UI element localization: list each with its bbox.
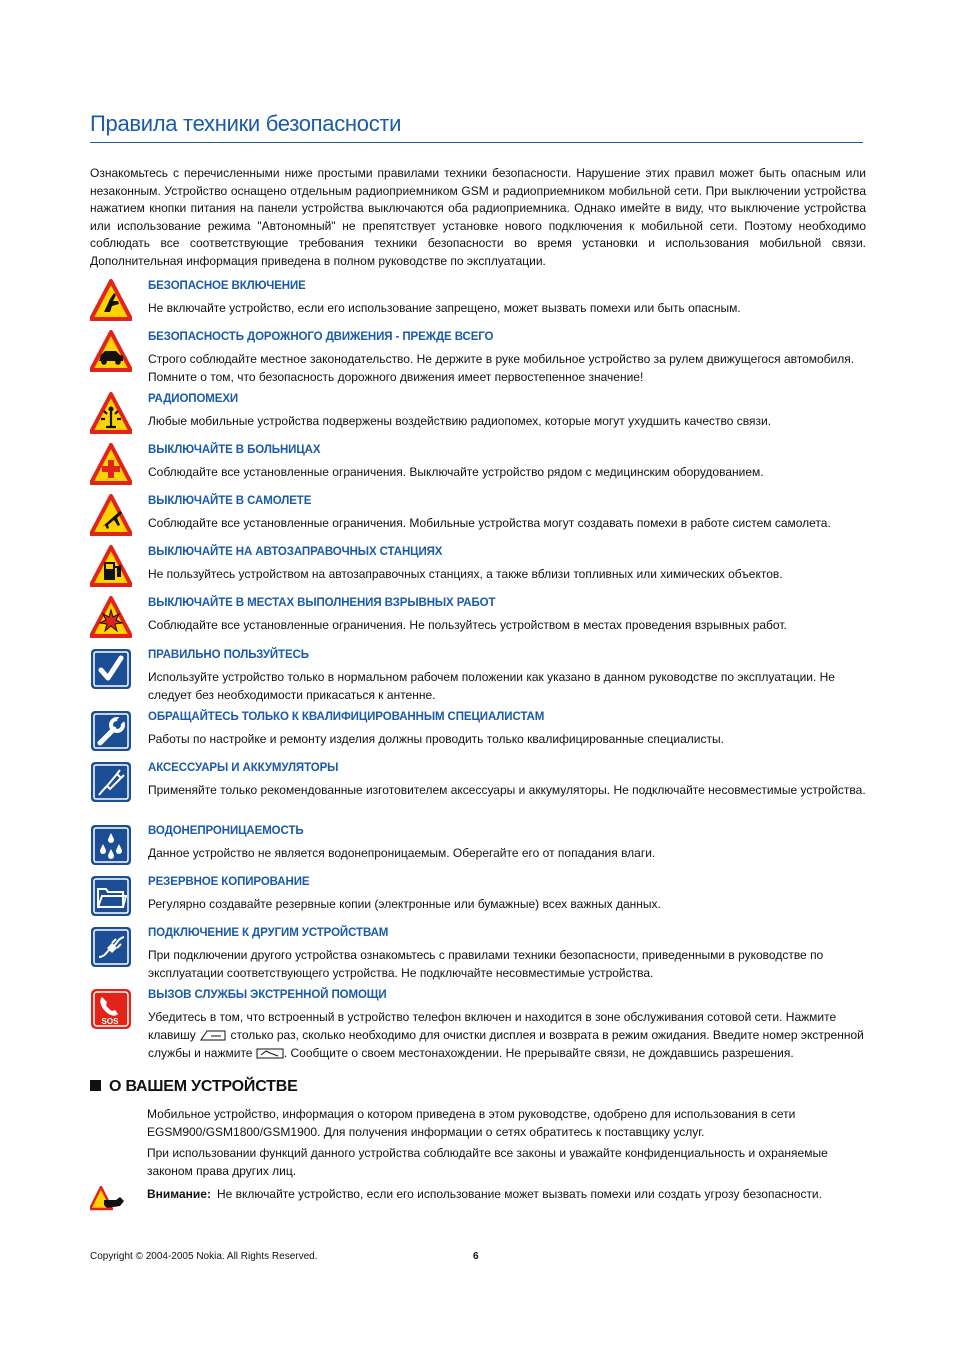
car-warning-icon [90,330,132,372]
rule-heading: ВЫКЛЮЧАЙТЕ В САМОЛЕТЕ [148,495,312,507]
section-paragraph: Мобильное устройство, информация о котором приведена в этом руководстве, одобрено для использования в сети EGSM900/GSM1800/GSM1900. Для получения информации о сетях обратитесь к поставщику услуг. [147,1107,796,1139]
section-title: О ВАШЕМ УСТРОЙСТВЕ [109,1078,298,1095]
rule-text: Не пользуйтесь устройством на автозаправочных станциях, а также вблизи топливных или химических объектов. [148,567,783,581]
plug-icon [90,761,132,803]
checkmark-icon [90,648,132,690]
rule-text [148,1008,866,1062]
rule-text: Соблюдайте все установленные ограничения. Мобильные устройства могут создавать помехи в работе систем самолета. [148,516,831,530]
rule-heading: ВЫЗОВ СЛУЖБЫ ЭКСТРЕННОЙ ПОМОЩИ [148,989,387,1001]
rule-text: Работы по настройке и ремонту изделия должны проводить только квалифицированные специалисты. [148,732,724,746]
rule-heading: ОБРАЩАЙТЕСЬ ТОЛЬКО К КВАЛИФИЦИРОВАННЫМ СПЕЦИАЛИСТАМ [148,711,545,723]
rule-text: Соблюдайте все установленные ограничения. Не пользуйтесь устройством в местах проведения взрывных работ. [148,618,787,632]
rule-text: Применяйте только рекомендованные изготовителем аксессуары и аккумуляторы. Не подключайте несовместимые устройства. [148,783,866,797]
rule-heading: РЕЗЕРВНОЕ КОПИРОВАНИЕ [148,876,310,888]
rule-text: Данное устройство не является водонепроницаемым. Оберегайте его от попадания влаги. [148,846,656,860]
warning-text: Не включайте устройство, если его использование может вызвать помехи или создать угрозу безопасности. [216,1187,822,1201]
rule-heading: БЕЗОПАСНОЕ ВКЛЮЧЕНИЕ [148,280,306,292]
rule-heading: ПРАВИЛЬНО ПОЛЬЗУЙТЕСЬ [148,649,309,661]
rule-text-part: столько раз, сколько необходимо для очистки дисплея и возврата в режим ожидания. Введите номер экстренной службы и нажмите [148,1028,864,1060]
clear-key-icon [199,1029,227,1041]
warning-hand-icon [90,1186,126,1212]
rule-text: Соблюдайте все установленные ограничения. Выключайте устройство рядом с медицинским оборудованием. [148,465,764,479]
sos-phone-icon [90,988,132,1030]
rule-heading: АКСЕССУАРЫ И АККУМУЛЯТОРЫ [148,762,339,774]
rule-heading: ВЫКЛЮЧАЙТЕ В БОЛЬНИЦАХ [148,444,321,456]
hand-phone-warning-icon [90,279,132,321]
call-key-icon [256,1047,284,1059]
rule-heading: БЕЗОПАСНОСТЬ ДОРОЖНОГО ДВИЖЕНИЯ - ПРЕЖДЕ ВСЕГО [148,331,494,343]
footer-copyright: Copyright © 2004-2005 Nokia. All Rights Reserved. [90,1251,318,1262]
rule-heading: ВЫКЛЮЧАЙТЕ НА АВТОЗАПРАВОЧНЫХ СТАНЦИЯХ [148,546,443,558]
page-title: Правила техники безопасности [90,111,863,143]
rule-text-part: Убедитесь в том, что встроенный в устройство телефон включен и находится в зоне обслуживания сотовой сети. Нажмите клавишу [148,1010,837,1042]
rule-heading: ВЫКЛЮЧАЙТЕ В МЕСТАХ ВЫПОЛНЕНИЯ ВЗРЫВНЫХ РАБОТ [148,597,496,609]
folder-icon [90,875,132,917]
antenna-warning-icon [90,392,132,434]
section-bullet [90,1080,101,1091]
red-cross-warning-icon [90,443,132,485]
fuel-pump-warning-icon [90,545,132,587]
wrench-icon [90,710,132,752]
rule-heading: ВОДОНЕПРОНИЦАЕМОСТЬ [148,825,304,837]
connector-icon [90,926,132,968]
intro-paragraph: Ознакомьтесь с перечисленными ниже простыми правилами техники безопасности. Нарушение этих правил может быть опасным или незаконным. Устройство оснащено отдельным радиоприемником GSM и радиоприемником мобильной сети. При выключении устройства нажатием кнопки питания на панели устройства выключаются оба радиоприемника. Однако имейте в виду, что выключение устройства или использование режима "Автономный" не препятствует установке нового подключения к мобильной сети. Поэтому необходимо соблюдать все соответствующие требования техники безопасности во время установки и использования мобильной связи. Дополнительная информация приведена в полном руководстве по эксплуатации. [90,166,866,268]
sos-label: SOS [101,1017,119,1026]
page-number: 6 [473,1251,479,1262]
section-heading [90,1078,298,1096]
warning-label: Внимание: [147,1187,211,1201]
airplane-warning-icon [90,494,132,536]
rule-text: Используйте устройство только в нормальном рабочем положении как указано в данном руководстве по эксплуатации. Не следует без необходимости прикасаться к антенне. [148,670,835,702]
rule-text: Не включайте устройство, если его использование запрещено, может вызвать помехи или быть опасным. [148,301,741,315]
rule-text: Любые мобильные устройства подвержены воздействию радиопомех, которые могут ухудшить качество связи. [148,414,772,428]
rule-heading: РАДИОПОМЕХИ [148,393,239,405]
rule-text-part: . Сообщите о своем местонахождении. Не прерывайте связи, не дождавшись разрешения. [283,1046,794,1060]
rule-heading: ПОДКЛЮЧЕНИЕ К ДРУГИМ УСТРОЙСТВАМ [148,927,389,939]
water-drops-icon [90,824,132,866]
explosion-warning-icon [90,596,132,638]
section-paragraph: При использовании функций данного устройства соблюдайте все законы и уважайте конфиденциальность и охраняемые законом права других лиц. [147,1146,828,1178]
rule-text: При подключении другого устройства ознакомьтесь с правилами техники безопасности, приведенными в руководстве по эксплуатации соответствующего устройства. Не подключайте несовместимые устройства. [148,948,824,980]
rule-text: Строго соблюдайте местное законодательство. Не держите в руке мобильное устройство за рулем движущегося автомобиля. Помните о том, что безопасность дорожного движения имеет первостепенное значение! [148,352,855,384]
rule-text: Регулярно создавайте резервные копии (электронные или бумажные) всех важных данных. [148,897,661,911]
